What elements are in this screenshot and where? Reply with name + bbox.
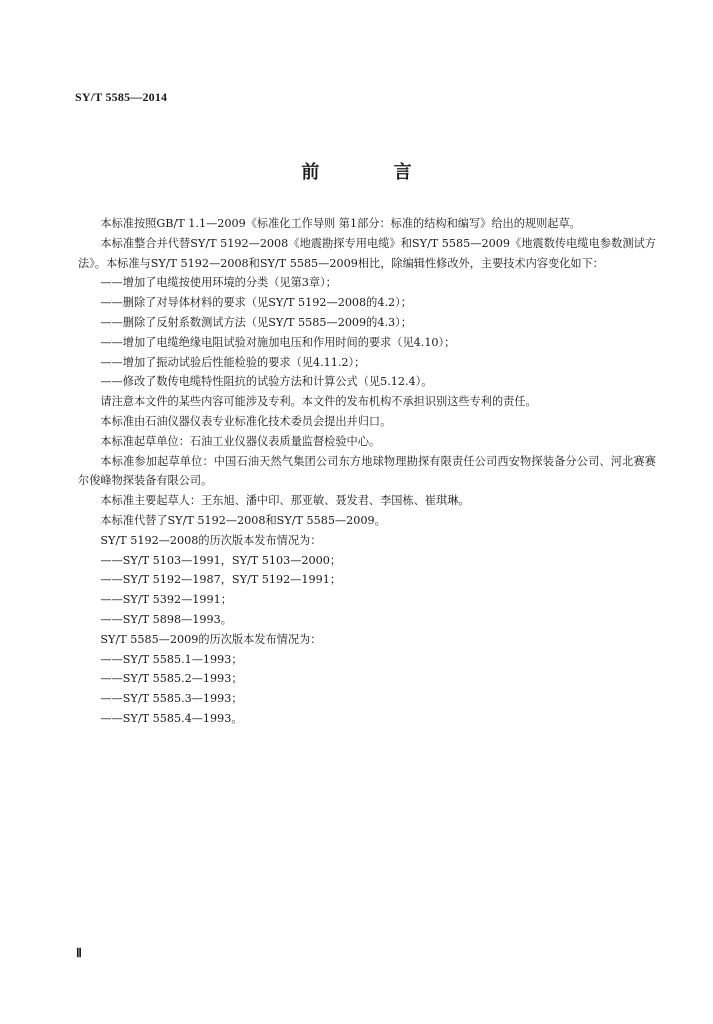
history-item: ——SY/T 5585.1—1993； (100, 652, 243, 666)
paragraph-patent-notice: 请注意本文件的某些内容可能涉及专利。本文件的发布机构不承担识别这些专利的责任。 (100, 395, 537, 409)
paragraph-drafting-unit: 本标准起草单位：石油工业仪器仪表质量监督检验中心。 (100, 434, 381, 448)
change-item: ——删除了反射系数测试方法（见SY/T 5585—2009的4.3）； (100, 315, 412, 329)
paragraph-history-5192: SY/T 5192—2008的历次版本发布情况为： (100, 533, 322, 547)
history-item: ——SY/T 5585.3—1993； (100, 692, 243, 706)
paragraph-supersedes: 本标准代替了SY/T 5192—2008和SY/T 5585—2009。 (100, 513, 386, 527)
change-item: ——增加了振动试验后性能检验的要求（见4.11.2）； (100, 355, 366, 369)
paragraph-proposed-by: 本标准由石油仪器仪表专业标准化技术委员会提出并归口。 (100, 414, 392, 428)
history-item: ——SY/T 5898—1993。 (100, 612, 232, 626)
history-item: ——SY/T 5585.4—1993。 (100, 711, 243, 725)
history-item: ——SY/T 5392—1991； (100, 593, 232, 607)
standard-code: SY/T 5585—2014 (75, 90, 168, 104)
change-item: ——增加了电缆绝缘电阻试验对施加电压和作用时间的要求（见4.10）； (100, 335, 456, 349)
history-item: ——SY/T 5103—1991，SY/T 5103—2000； (100, 553, 342, 567)
change-item: ——删除了对导体材料的要求（见SY/T 5192—2008的4.2）； (100, 296, 412, 310)
paragraph-drafting-rules: 本标准按照GB/T 1.1—2009《标准化工作导则 第1部分：标准的结构和编写》给出的规则起草。 (100, 217, 581, 230)
paragraph-participating-units: 本标准参加起草单位：中国石油天然气集团公司东方地球物理勘探有限责任公司西安物探装备分公司、河北赛赛尔俊峰物探装备有限公司。 (78, 454, 656, 488)
change-item: ——增加了电缆按使用环境的分类（见第3章）； (100, 276, 337, 290)
page-title: 前 言 (301, 162, 446, 183)
change-item: ——修改了数传电缆特性阻抗的试验方法和计算公式（见5.12.4）。 (100, 375, 433, 389)
history-item: ——SY/T 5192—1987，SY/T 5192—1991； (100, 573, 342, 587)
paragraph-drafters: 本标准主要起草人：王东旭、潘中印、那亚敏、聂发君、李国栋、崔琪琳。 (100, 494, 470, 508)
paragraph-history-5585: SY/T 5585—2009的历次版本发布情况为： (100, 632, 322, 646)
history-item: ——SY/T 5585.2—1993； (100, 672, 243, 686)
paragraph-replacement: 本标准整合并代替SY/T 5192—2008《地震勘探专用电缆》和SY/T 5585—2009《地震数传电缆电参数测试方法》。本标准与SY/T 5192—2008和SY/T 5585—2009相比，除编辑性修改外，主要技术内容变化如下： (78, 236, 656, 270)
page-number: Ⅱ (76, 946, 82, 960)
foreword-body (78, 214, 656, 729)
